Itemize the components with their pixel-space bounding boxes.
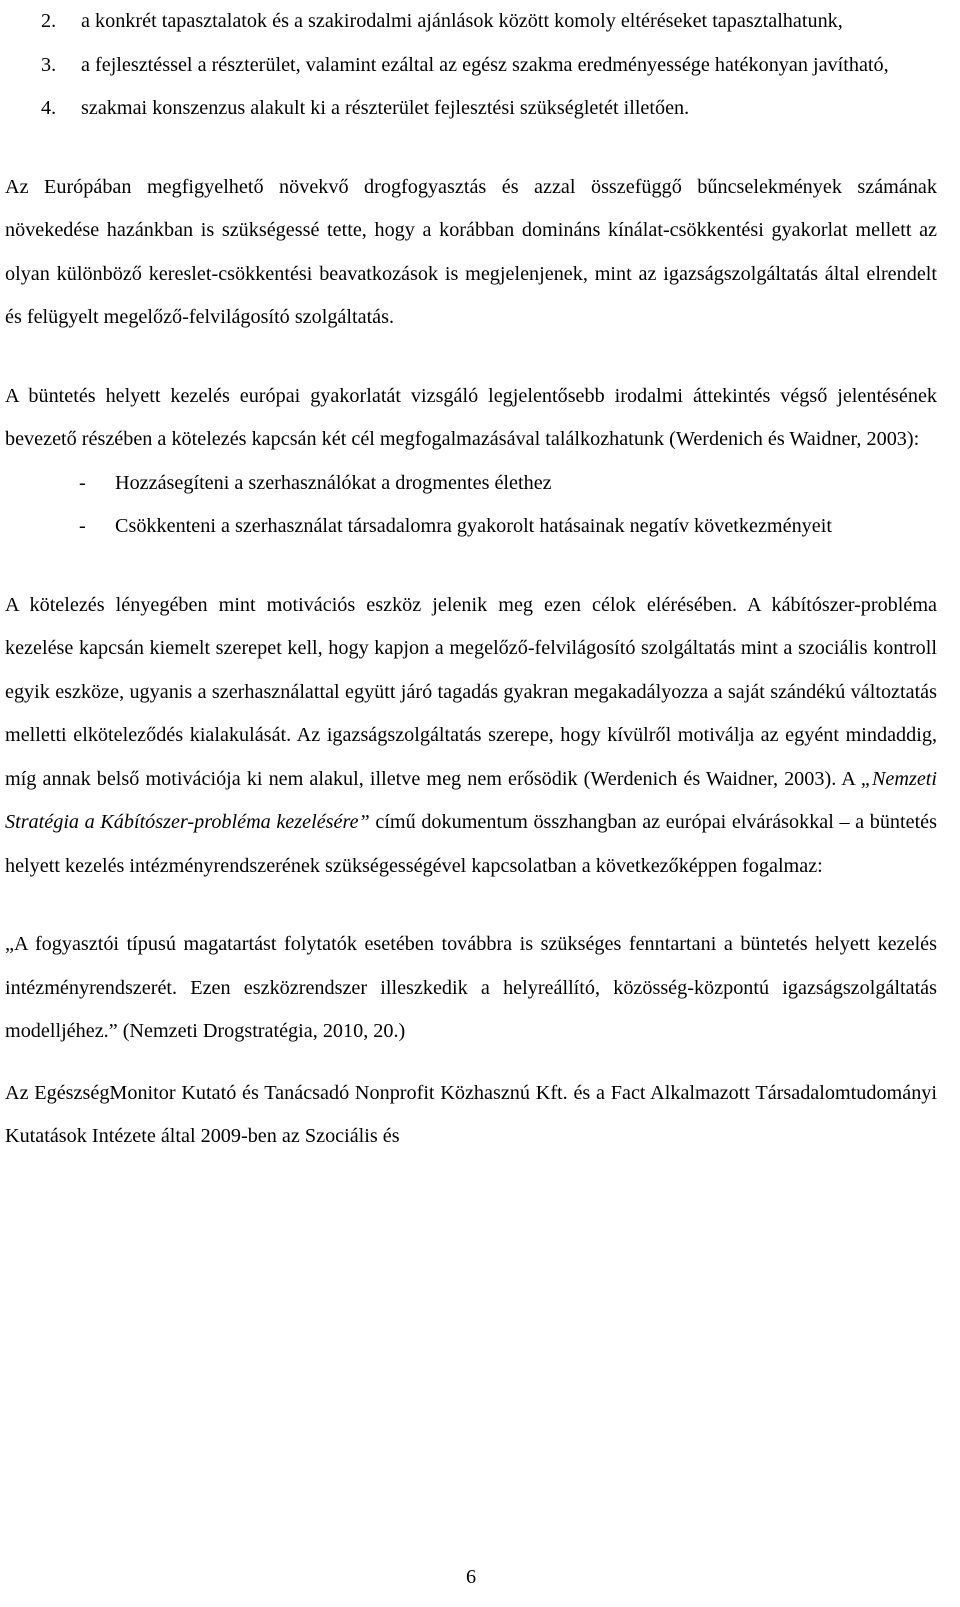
list-item-text: szakmai konszenzus alakult ki a részterület fejlesztési szükségletét illetően. [81,97,690,119]
list-item-text: a fejlesztéssel a részterület, valamint ezáltal az egész szakma eredményessége hatékonyan javítható, [81,53,889,76]
list-item-number: 4. [41,97,57,119]
goal-dash: - [79,471,86,494]
quote-paragraph: „A fogyasztói típusú magatartást folytatók esetében továbbra is szükséges fenntartani a büntetés helyett kezelés intézményrendszerét. Ezen eszközrendszer illeszkedik a helyreállító, közösség-központú igazságszolgáltatás modelljéhez.” (Nemzeti Drogstratégia, 2010, 20.) [5,933,937,1042]
paragraph-obligation-text: A kötelezés lényegében mint motivációs eszköz jelenik meg ezen célok elérésében. A kábítószer-probléma kezelése kapcsán kiemelt szerepet kell, hogy kapjon a megelőző-felvilágosító szolgáltatás mint a szociális kontroll egyik eszköze, ugyanis a szerhasználattal együtt járó tagadás gyakran megakadályozza a saját szándékú változtatás melletti elköteleződés kialakulását. Az igazságszolgáltatás szerepe, hogy kívülről motiválja az egyént mindaddig, míg annak belső motivációja ki nem alakul, illetve meg nem erősödik (Werdenich és Waidner, 2003). A [5,593,937,790]
list-item [5,87,937,131]
goal-text: Csökkenteni a szerhasználat társadalomra gyakorolt hatásainak negatív következményeit [115,515,832,537]
paragraph-drug-consumption: Az Európában megfigyelhető növekvő drogfogyasztás és azzal összefüggő bűncselekmények számának növekedése hazánkban is szükségessé tette, hogy a korábban domináns kínálat-csökkentési gyakorlat mellett az olyan különböző kereslet-csökkentési beavatkozások is megjelenjenek, mint az igazságszolgáltatás által elrendelt és felügyelt megelőző-felvilágosító szolgáltatás. [5,175,937,328]
goals-list [5,462,937,549]
goal-dash: - [79,515,86,537]
paragraph-obligation [5,584,937,889]
goal-text: Hozzásegíteni a szerhasználókat a drogmentes élethez [115,471,552,494]
goal-item [5,462,937,506]
list-item-text: a konkrét tapasztalatok és a szakirodalmi ajánlások között komoly eltéréseket tapasztalhatunk, [81,10,843,32]
list-item-number: 3. [41,53,57,76]
paragraph-treatment-review: A büntetés helyett kezelés európai gyakorlatát vizsgáló legjelentősebb irodalmi áttekintés végső jelentésének bevezető részében a kötelezés kapcsán két cél megfogalmazásával találkozhatunk (Werdenich és Waidner, 2003): [5,384,937,450]
paragraph-obligation-continuation: című dokumentum összhangban az európai elvárásokkal – a büntetés helyett kezelés intézményrendszerének szükségességével kapcsolatban a következőképpen fogalmaz: [5,811,937,877]
numbered-list [5,0,937,131]
list-item-number: 2. [41,10,57,32]
goal-item [5,505,937,549]
list-item [5,0,937,44]
document-page [5,0,937,1159]
strategy-title: „Nemzeti Stratégia a Kábítószer-probléma kezelésére” [5,767,937,833]
list-item [5,44,937,88]
page-number: 6 [465,1566,477,1588]
paragraph-research: Az EgészségMonitor Kutató és Tanácsadó Nonprofit Közhasznú Kft. és a Fact Alkalmazott Társadalomtudományi Kutatások Intézete által 2009-ben az Szociális és [5,1081,937,1147]
